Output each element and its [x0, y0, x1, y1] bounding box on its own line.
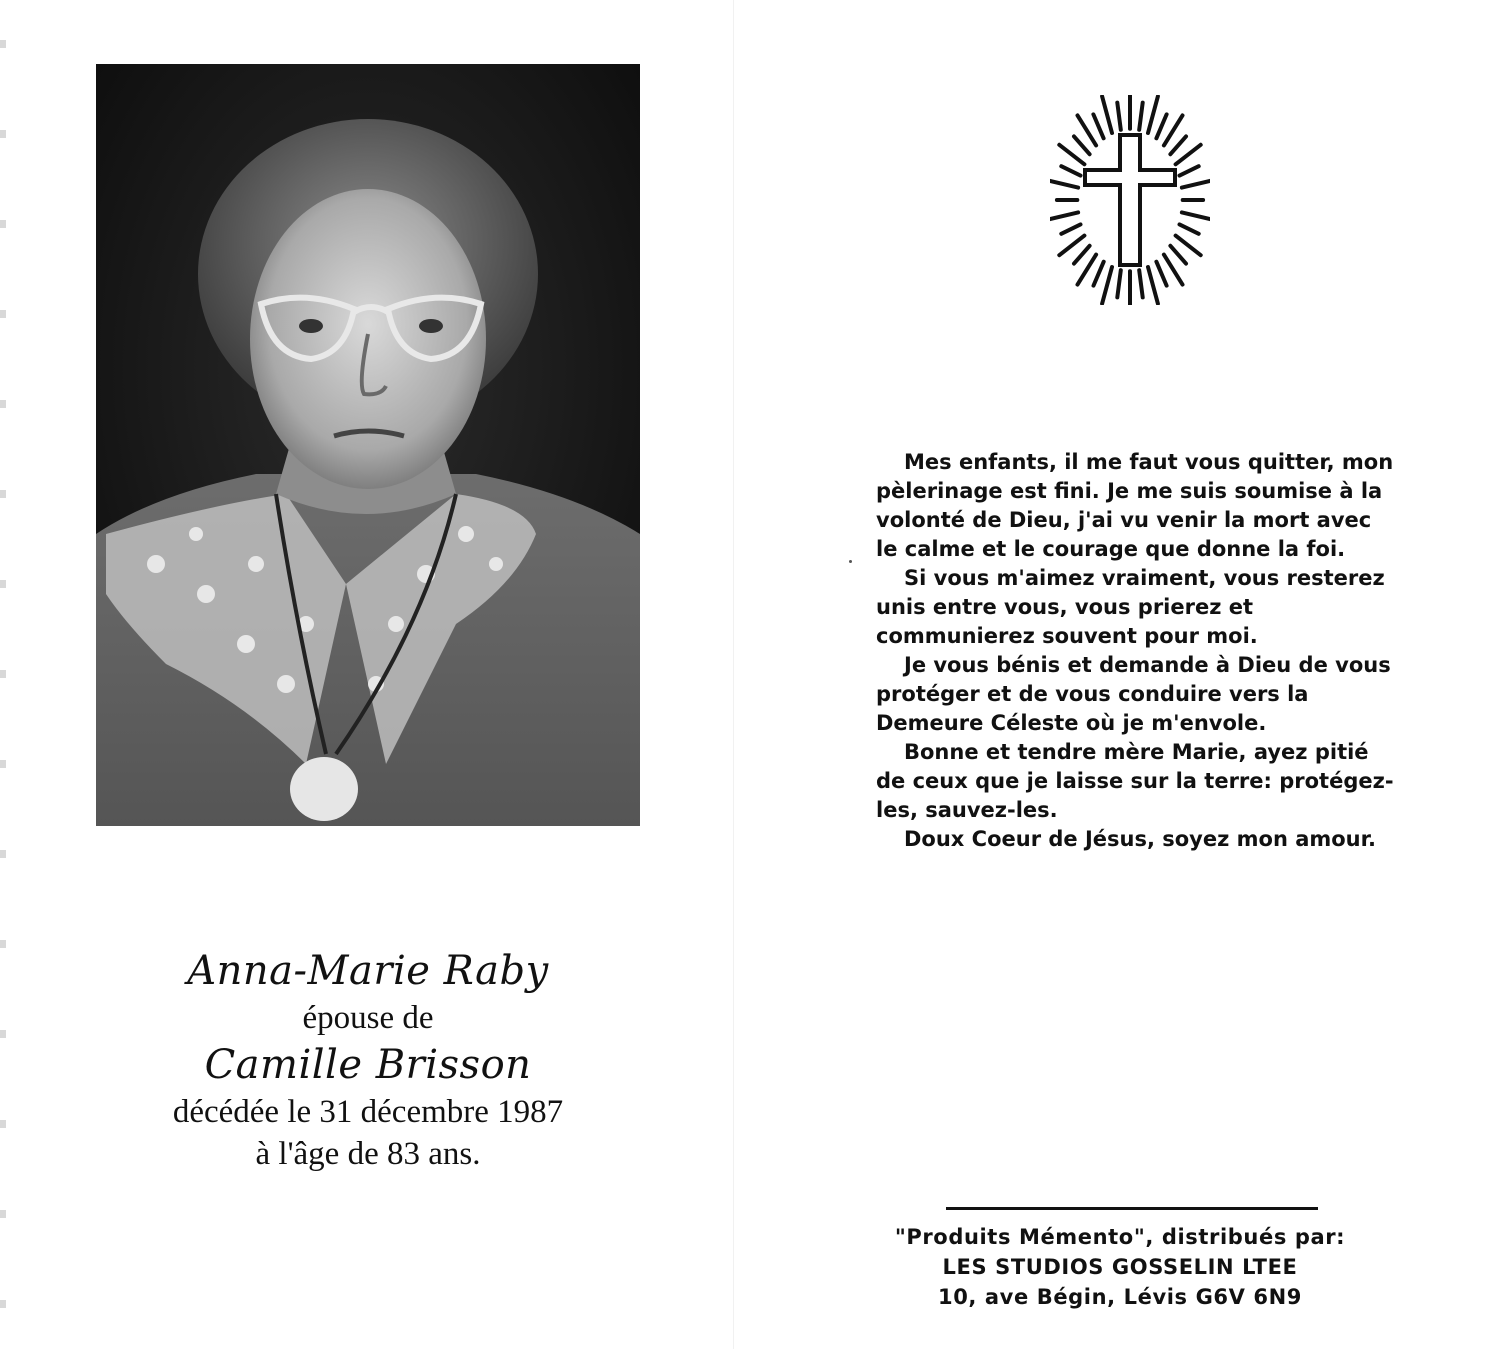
cross-ray: [1102, 267, 1112, 304]
cross-ray: [1102, 96, 1112, 133]
cross-ray: [1180, 166, 1199, 175]
cross-ray: [1156, 114, 1166, 138]
cross-ray: [1074, 136, 1090, 154]
footer-line-3: 10, ave Bégin, Lévis G6V 6N9: [938, 1285, 1302, 1309]
age-line: à l'âge de 83 ans.: [255, 1136, 481, 1172]
cross-ray: [1050, 212, 1078, 219]
cross-ray: [1139, 270, 1143, 297]
prayer-paragraph: Doux Coeur de Jésus, soyez mon amour.: [904, 827, 1376, 851]
cross-ray: [1117, 270, 1121, 297]
cross-ray: [1117, 103, 1121, 130]
prayer-paragraph: Si vous m'aimez vraiment, vous resterez unis entre vous, vous prierez et communierez souvent pour moi.: [876, 566, 1385, 648]
cross-ray: [1182, 181, 1210, 188]
publisher-footer: [870, 1222, 1370, 1312]
cross-ray: [1061, 166, 1080, 175]
cross-ray: [1059, 236, 1084, 256]
cross-ray: [1094, 262, 1104, 286]
cross-ray: [1074, 246, 1090, 264]
ink-speck: [849, 560, 852, 563]
footer-divider: [946, 1207, 1318, 1210]
cross-ray: [1170, 246, 1186, 264]
prayer-paragraph: Je vous bénis et demande à Dieu de vous protéger et de vous conduire vers la Demeure Céleste où je m'envole.: [876, 653, 1391, 735]
center-fold: [733, 0, 734, 1349]
footer-line-1: "Produits Mémento", distribués par:: [894, 1225, 1346, 1249]
cross-ray: [1148, 267, 1158, 304]
spouse-name: Camille Brisson: [204, 1042, 532, 1088]
prayer-text: [876, 448, 1396, 854]
cross-ray: [1156, 262, 1166, 286]
cross-ray: [1176, 236, 1201, 256]
death-date: décédée le 31 décembre 1987: [172, 1094, 564, 1130]
cross-ray: [1139, 103, 1143, 130]
scan-edge: [0, 0, 6, 1349]
portrait-photo: [96, 64, 640, 826]
cross-ray: [1180, 224, 1199, 233]
name-block: [96, 945, 640, 1175]
spouse-prefix: épouse de: [302, 1000, 434, 1036]
cross-ray: [1148, 96, 1158, 133]
cross-ray: [1050, 181, 1078, 188]
radiant-cross-icon: [1050, 95, 1210, 305]
prayer-paragraph: Bonne et tendre mère Marie, ayez pitié de ceux que je laisse sur la terre: protégez-les, sauvez-les.: [876, 740, 1394, 822]
cross-ray: [1182, 212, 1210, 219]
cross-ray: [1176, 145, 1201, 165]
deceased-name: Anna-Marie Raby: [187, 948, 549, 994]
portrait-illustration: [96, 64, 640, 826]
cross-ray: [1059, 145, 1084, 165]
footer-line-2: LES STUDIOS GOSSELIN LTEE: [942, 1255, 1298, 1279]
cross-ray: [1170, 136, 1186, 154]
prayer-paragraph: Mes enfants, il me faut vous quitter, mon pèlerinage est fini. Je me suis soumise à la volonté de Dieu, j'ai vu venir la mort avec le calme et le courage que donne la foi.: [876, 450, 1394, 561]
cross-ray: [1093, 114, 1103, 138]
cross-ray: [1061, 224, 1080, 233]
